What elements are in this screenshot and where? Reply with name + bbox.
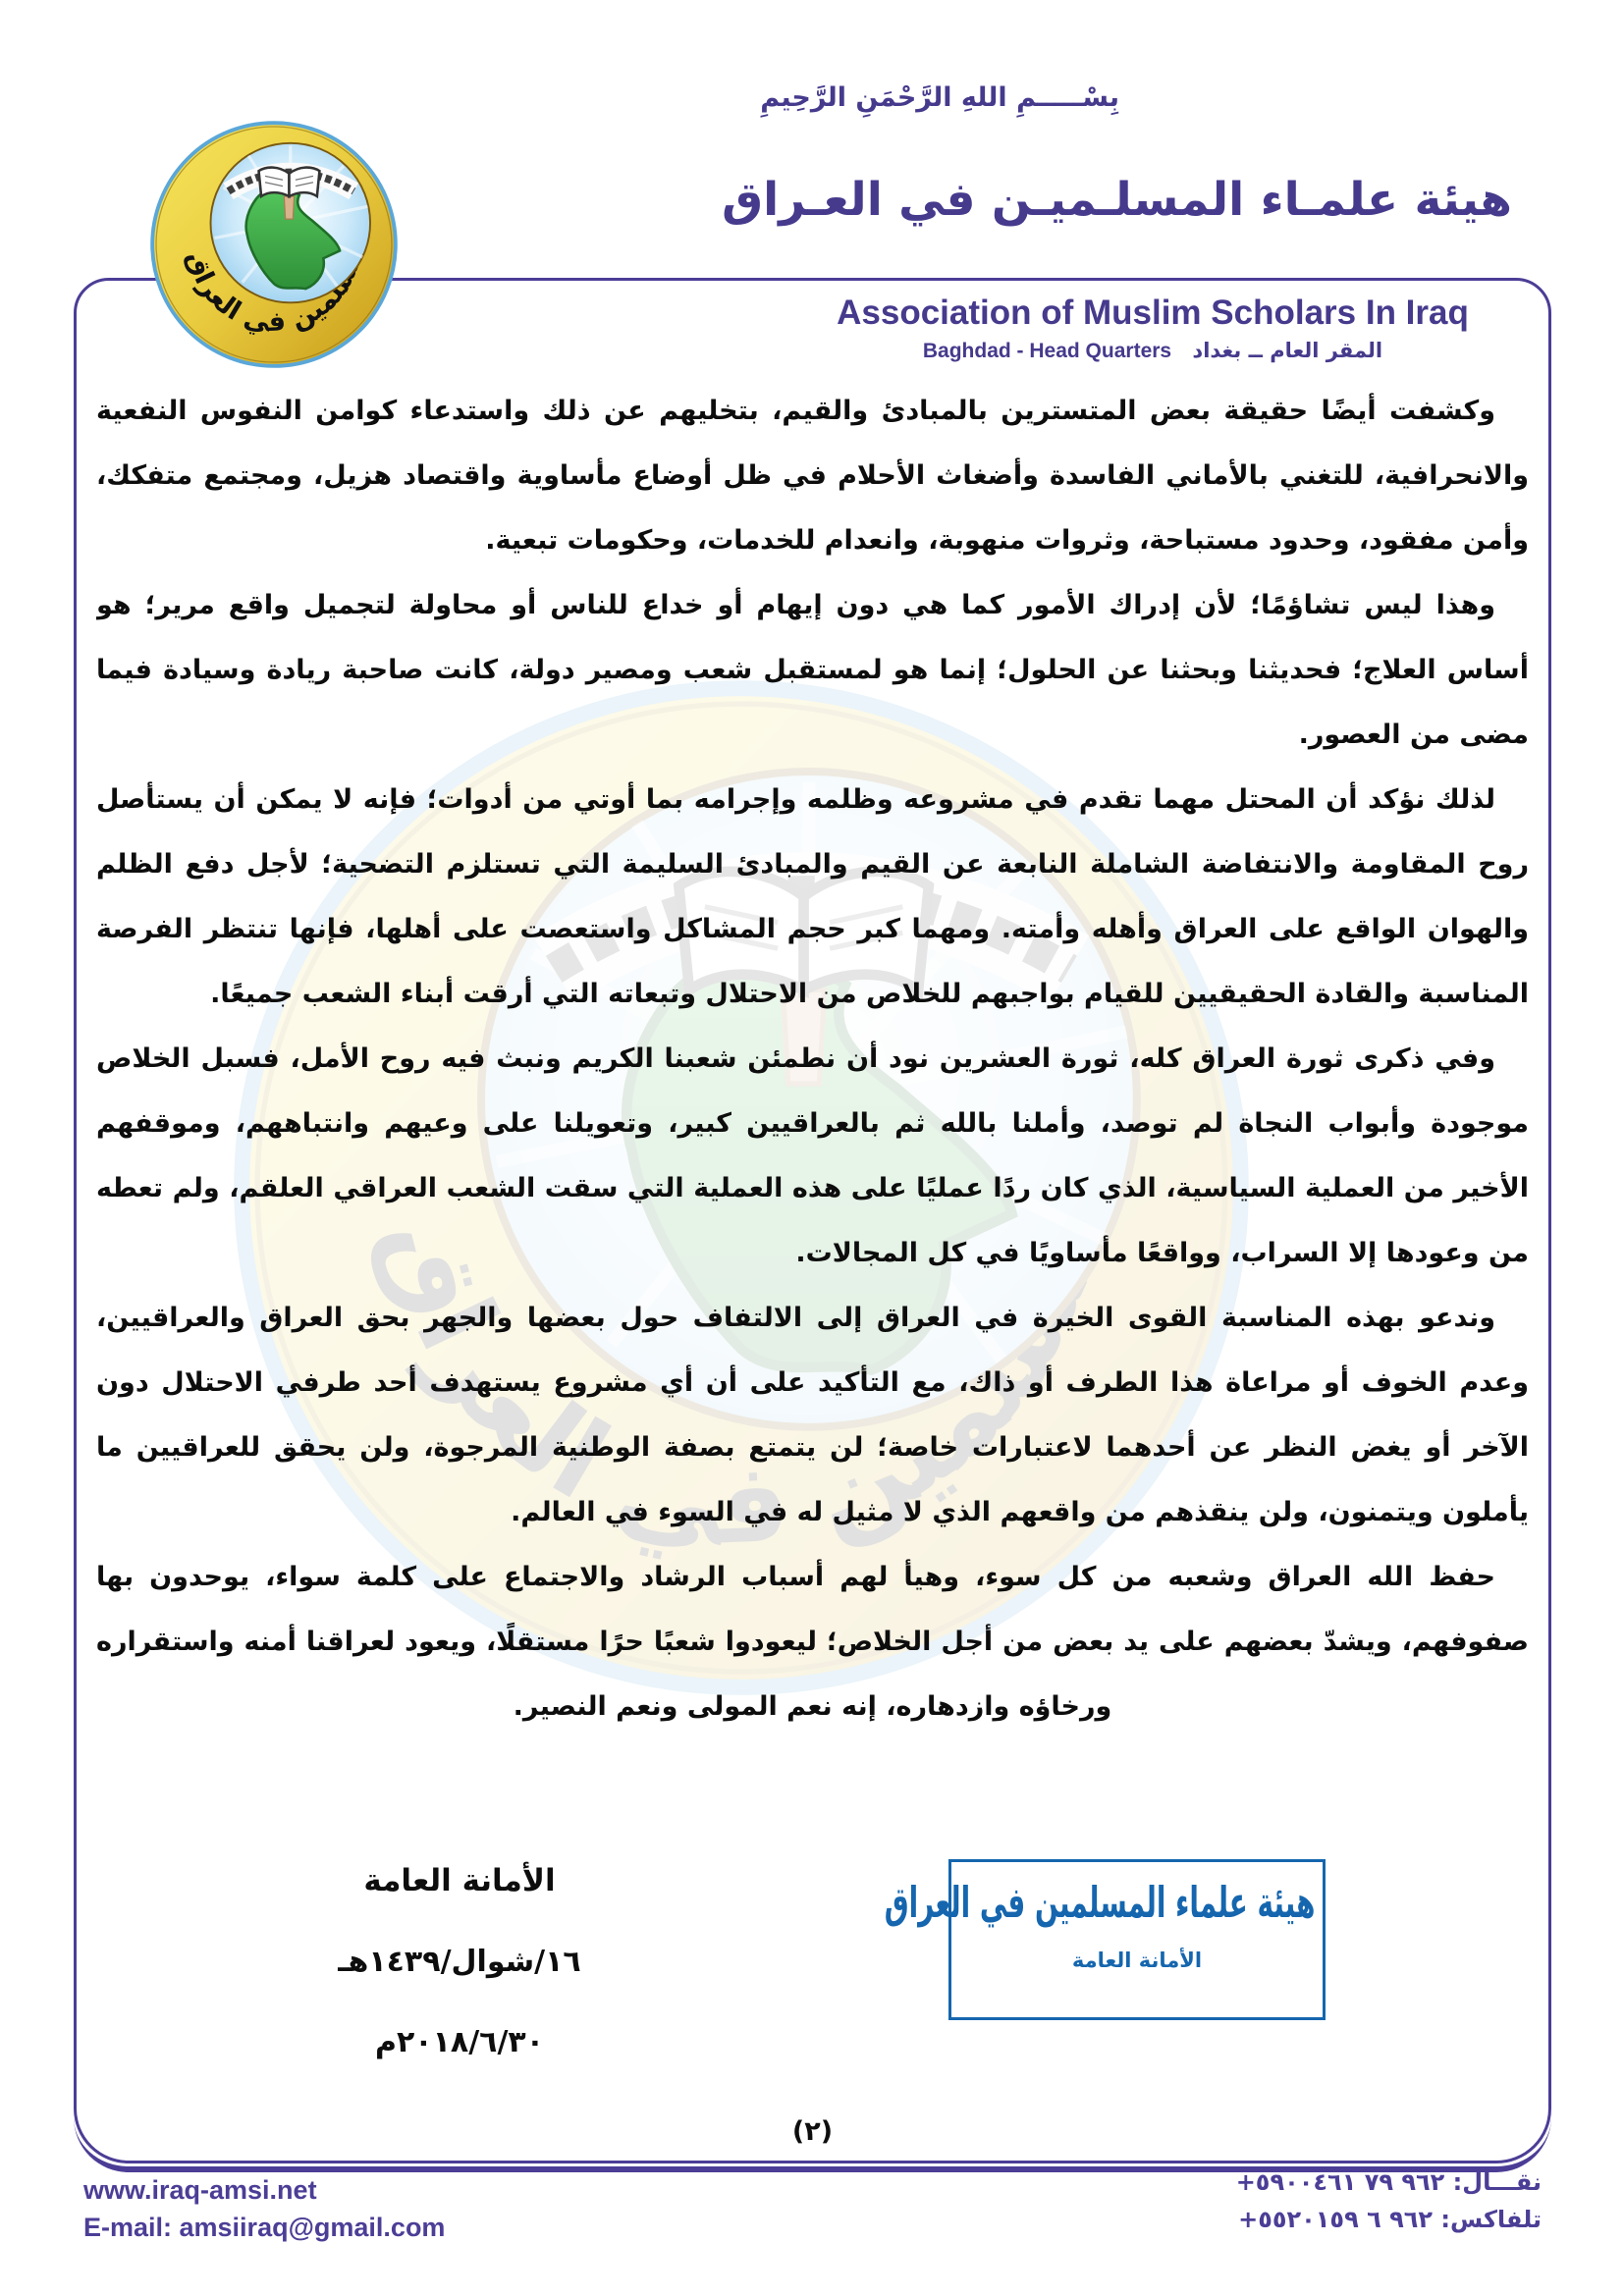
headquarters-english: Baghdad - Head Quarters [922, 340, 1172, 362]
mobile-line [1236, 2163, 1542, 2201]
org-title-english: Association of Muslim Scholars In Iraq [837, 294, 1469, 332]
letter-body [96, 379, 1529, 1851]
org-title-arabic: هيئة علمـاء المسلـميـن في العـراق [722, 173, 1512, 227]
website-url: www.iraq-amsi.net [83, 2175, 317, 2205]
signature-title: الأمانة العامة [363, 1863, 556, 1898]
official-stamp [884, 1859, 1326, 2020]
paragraph: وفي ذكرى ثورة العراق كله، ثورة العشرين نود أن نطمئن شعبنا الكريم ونبث فيه روح الأمل، فسبل الخلاص موجودة وأبواب النجاة لم توصد، وأملنا بالله ثم بالعراقيين كبير، وتعويلنا على وعيهم وانتباههم، وموقفهم الأخير من العملية السياسية، الذي كان ردًا عمليًا على هذه العملية التي سقت الشعب العراقي العلقم، ولم تعطه من وعودها إلا السراب، وواقعًا مأساويًا في كل المجالات. [96, 1043, 1529, 1268]
paragraph: وهذا ليس تشاؤمًا؛ لأن إدراك الأمور كما هي دون إيهام أو خداع للناس أو محاولة لتجميل واقع مرير؛ هو أساس العلاج؛ فحديثنا وبحثنا عن الحلول؛ إنما هو لمستقبل شعب ومصير دولة، كانت صاحبة ريادة وسيادة فيما مضى من العصور. [96, 590, 1529, 750]
mobile-label: نقـــال: [1452, 2168, 1542, 2196]
paragraph: وكشفت أيضًا حقيقة بعض المتسترين بالمبادئ والقيم، بتخليهم عن ذلك واستدعاء كوامن النفوس النفعية والانحرافية، للتغني بالأماني الفاسدة وأضغاث الأحلام في ظل أوضاع مأساوية واقتصاد هزيل، ومجتمع متفكك، وأمن مفقود، وحدود مستباحة، وثروات منهوبة، وانعدام للخدمات، وحكومات تبعية. [96, 396, 1529, 556]
page-frame [74, 278, 1551, 2163]
footer-contact-right [1236, 2163, 1542, 2238]
bismillah-calligraphy: بِسْـــــمِ اللهِ الرَّحْمَنِ الرَّحِيمِ [760, 82, 1119, 113]
page-number: (٢) [791, 2116, 834, 2147]
signature-date-hijri: ١٦/شوال/١٤٣٩هـ [338, 1945, 581, 1979]
footer-contact-left [83, 2171, 445, 2246]
stamp-department: الأمانة العامة [1071, 1949, 1203, 1972]
email-address: E-mail: amsiiraq@gmail.com [83, 2213, 446, 2242]
letterhead-english-block [814, 294, 1491, 363]
amsi-logo-icon [147, 118, 401, 371]
paragraph: وندعو بهذه المناسبة القوى الخيرة في العراق إلى الالتفاف حول بعضها والجهر بحق العراق والعراقيين، وعدم الخوف أو مراعاة هذا الطرف أو ذاك، مع التأكيد على أن أي مشروع يستهدف أحد طرفي الاحتلال دون الآخر أو يغض النظر عن أحدهما لاعتبارات خاصة؛ لن يتمتع بصفة الوطنية المرجوة، ولن يحقق للعراقيين ما يأملون ويتمنون، ولن ينقذهم من واقعهم الذي لا مثيل له في السوء في العالم. [96, 1303, 1529, 1527]
fax-number: +٩٦٢ ٦ ٥٥٢٠١٥٩ [1238, 2206, 1434, 2233]
signature-date-gregorian: ٢٠١٨/٦/٣٠م [374, 2025, 545, 2059]
signature-block [248, 1863, 671, 2059]
headquarters-arabic: المقر العام ــ بغداد [1192, 339, 1383, 362]
paragraph: لذلك نؤكد أن المحتل مهما تقدم في مشروعه وظلمه وإجرامه بما أوتي من أدوات؛ فإنه لا يمكن أن يستأصل روح المقاومة والانتفاضة الشاملة النابعة عن القيم والمبادئ السليمة التي تستلزم التضحية؛ لأجل دفع الظلم والهوان الواقع على العراق وأهله وأمته. ومهما كبر حجم المشاكل واستعصت على أهلها، فإنها تنتظر الفرصة المناسبة والقادة الحقيقيين للقيام بواجبهم للخلاص من الاحتلال وتبعاته التي أرقت أبناء الشعب جميعًا. [96, 784, 1529, 1009]
stamp-org-calligraphy: هيئة علماء المسلمين في العراق [884, 1877, 1316, 1928]
headquarters-line [814, 339, 1491, 363]
paragraph: حفظ الله العراق وشعبه من كل سوء، وهيأ لهم أسباب الرشاد والاجتماع على كلمة سواء، يوحدون بها صفوفهم، ويشدّ بعضهم على يد بعض من أجل الخلاص؛ ليعودوا شعبًا حرًا مستقلًا، ويعود لعراقنا أمنه واستقراره ورخاؤه وازدهاره، إنه نعم المولى ونعم النصير. [96, 1562, 1529, 1722]
fax-label: تلفاكس: [1440, 2206, 1542, 2233]
mobile-number: +٩٦٢ ٧٩ ٥٩٠٠٤٦١ [1235, 2168, 1445, 2196]
fax-line [1236, 2201, 1542, 2238]
